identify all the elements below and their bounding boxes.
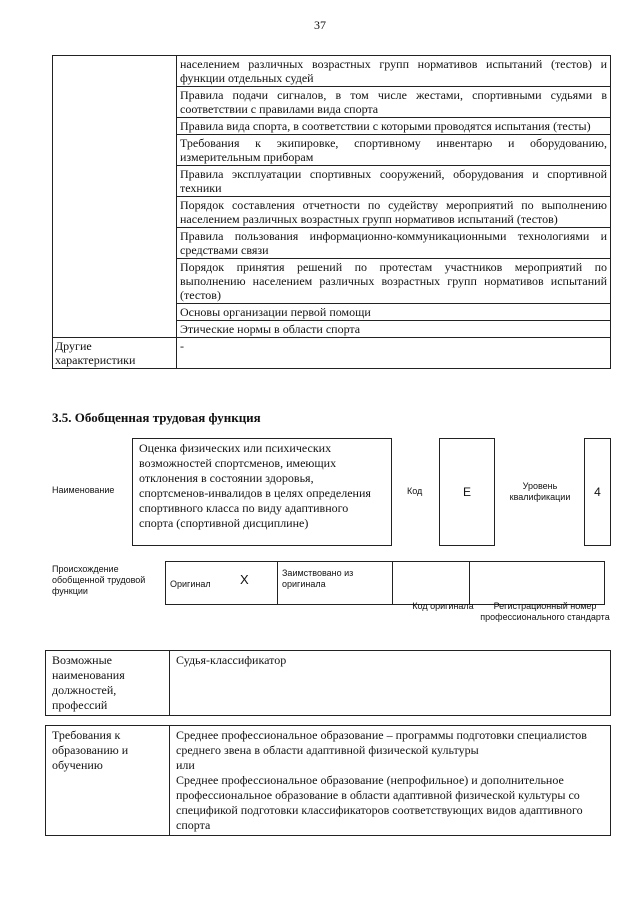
borrowed-cell: Заимствовано из оригинала bbox=[278, 562, 393, 605]
knowledge-item: Правила пользования информационно-коммуникационными технологиями и средствами связи bbox=[177, 228, 611, 259]
table-row bbox=[46, 726, 611, 836]
original-cell bbox=[166, 562, 278, 605]
level-box: 4 bbox=[584, 438, 611, 546]
table-row bbox=[166, 562, 605, 605]
other-characteristics-label: Другие характеристики bbox=[53, 338, 177, 369]
education-label: Требования к образованию и обучению bbox=[46, 726, 170, 836]
knowledge-item: населением различных возрастных групп нормативов испытаний (тестов) и функции отдельных судей bbox=[177, 56, 611, 87]
origin-table bbox=[165, 561, 605, 605]
table-row bbox=[53, 338, 611, 369]
registration-number-cell bbox=[470, 562, 605, 605]
level-label: Уровень квалификации bbox=[509, 481, 571, 502]
knowledge-item: Этические нормы в области спорта bbox=[177, 321, 611, 338]
knowledge-item: Порядок принятия решений по протестам участников мероприятий по выполнению населением различных возрастных групп нормативов испытаний (тестов) bbox=[177, 259, 611, 304]
table-row bbox=[46, 651, 611, 716]
origin-label: Происхождение обобщенной трудовой функции bbox=[52, 564, 146, 596]
knowledge-item: Правила вида спорта, в соответствии с которыми проводятся испытания (тесты) bbox=[177, 118, 611, 135]
registration-number-caption: Регистрационный номер профессионального стандарта bbox=[480, 601, 610, 622]
knowledge-item: Правила эксплуатации спортивных сооружений, оборудования и спортивной техники bbox=[177, 166, 611, 197]
code-label: Код bbox=[407, 486, 423, 496]
knowledge-item: Требования к экипировке, спортивному инвентарю и оборудованию, измерительным приборам bbox=[177, 135, 611, 166]
other-characteristics-value: - bbox=[177, 338, 611, 369]
original-code-caption: Код оригинала bbox=[412, 601, 474, 611]
positions-value: Судья-классификатор bbox=[170, 651, 611, 716]
education-line: Среднее профессиональное образование – программы подготовки специалистов среднего звена в области адаптивной физической культуры bbox=[176, 728, 587, 757]
positions-table bbox=[45, 650, 611, 716]
name-label: Наименование bbox=[52, 485, 115, 495]
function-name-box: Оценка физических или психических возможностей спортсменов, имеющих отклонения в состоянии здоровья, спортсменов-инвалидов в целях определения спортивного класса по виду адаптивного спорта (спортивной дисциплине) bbox=[132, 438, 392, 546]
education-line: Среднее профессиональное образование (непрофильное) и дополнительное профессиональное образование в области адаптивной физической культуры со спецификой подготовки классификаторов соответствующих видов адаптивного спорта bbox=[176, 773, 583, 832]
knowledge-item: Порядок составления отчетности по судейству мероприятий по выполнению населением различных возрастных групп нормативов испытаний (тестов) bbox=[177, 197, 611, 228]
page-number: 37 bbox=[314, 18, 326, 32]
education-table bbox=[45, 725, 611, 836]
education-line: или bbox=[176, 758, 195, 772]
table-row bbox=[53, 56, 611, 87]
knowledge-item: Правила подачи сигналов, в том числе жестами, спортивными судьями в соответствии с правилами вида спорта bbox=[177, 87, 611, 118]
original-mark: X bbox=[240, 572, 249, 587]
education-value bbox=[170, 726, 611, 836]
table-cell-empty bbox=[53, 56, 177, 338]
positions-label: Возможные наименования должностей, профессий bbox=[46, 651, 170, 716]
original-code-cell bbox=[393, 562, 470, 605]
knowledge-item: Основы организации первой помощи bbox=[177, 304, 611, 321]
code-box: E bbox=[439, 438, 495, 546]
section-title: 3.5. Обобщенная трудовая функция bbox=[52, 410, 261, 425]
original-label: Оригинал bbox=[170, 579, 211, 589]
knowledge-table bbox=[52, 55, 611, 369]
